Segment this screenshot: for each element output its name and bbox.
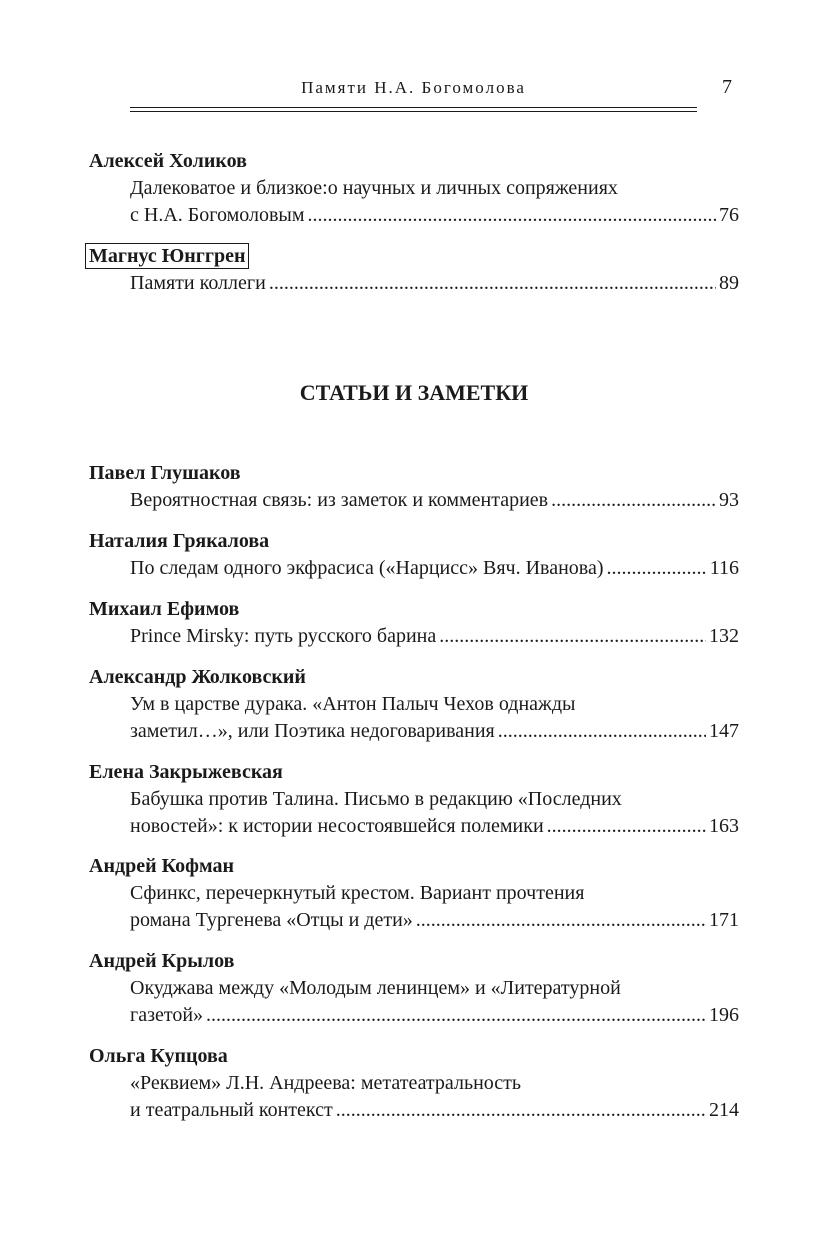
- toc-author: Андрей Кофман: [89, 855, 234, 877]
- toc-entry: [89, 759, 739, 840]
- toc-title-text: новостей»: к истории несостоявшейся полемики: [130, 815, 544, 837]
- running-title: Памяти Н.А. Богомолова: [301, 78, 526, 97]
- toc-title-text: с Н.А. Богомоловым: [130, 204, 305, 226]
- toc-title-line: Сфинкс, перечеркнутый крестом. Вариант прочтения: [130, 882, 585, 904]
- toc-title-text: газетой»: [130, 1004, 204, 1026]
- page-number: 7: [722, 76, 732, 98]
- header-rule-bottom: [130, 111, 697, 112]
- toc-page-number: 132: [709, 625, 739, 647]
- toc-page-number: 171: [709, 909, 739, 931]
- header-rule-top: [130, 107, 697, 108]
- toc-title-line: Ум в царстве дурака. «Антон Палыч Чехов однажды: [130, 693, 576, 715]
- toc-title-last-line: [89, 907, 739, 934]
- section-title: СТАТЬИ И ЗАМЕТКИ: [299, 380, 529, 405]
- toc-title-last-line: [89, 270, 739, 297]
- toc-author: Наталия Грякалова: [89, 530, 270, 552]
- dot-leader: [498, 718, 706, 745]
- toc-title-line: «Реквием» Л.Н. Андреева: метатеатральность: [130, 1072, 522, 1094]
- toc-title-last-line: [89, 718, 739, 745]
- toc-title-last-line: [89, 623, 739, 650]
- toc-title-last-line: [89, 487, 739, 514]
- toc-page-number: 76: [719, 204, 739, 226]
- toc-page-number: 147: [709, 720, 739, 742]
- toc-page-number: 214: [709, 1099, 739, 1121]
- toc-title-text: заметил…», или Поэтика недоговаривания: [130, 720, 495, 742]
- toc-title-text: романа Тургенева «Отцы и дети»: [130, 909, 413, 931]
- dot-leader: [269, 270, 716, 297]
- dot-leader: [607, 555, 707, 582]
- toc-entry: [89, 948, 739, 1029]
- toc-page-number: 163: [709, 815, 739, 837]
- toc-title-line: Далековатое и близкое:о научных и личных сопряжениях: [130, 177, 618, 199]
- toc-title-text: и театральный контекст: [130, 1099, 333, 1121]
- toc-title-text: Вероятностная связь: из заметок и комментариев: [130, 489, 549, 511]
- toc-author-highlighted: Магнус Юнггрен: [85, 243, 249, 269]
- toc-entry: [89, 148, 739, 229]
- toc-author: Михаил Ефимов: [89, 598, 240, 620]
- toc-title-line: Окуджава между «Молодым ленинцем» и «Литературной: [130, 977, 621, 999]
- toc-author: Алексей Холиков: [89, 150, 247, 172]
- dot-leader: [307, 202, 716, 229]
- dot-leader: [336, 1097, 706, 1124]
- toc-entry: [89, 1043, 739, 1124]
- toc-title-line: Бабушка против Талина. Письмо в редакцию «Последних: [130, 788, 622, 810]
- toc-entry: [89, 664, 739, 745]
- toc-title-last-line: [89, 555, 739, 582]
- dot-leader: [206, 1002, 706, 1029]
- toc-author: Елена Закрыжевская: [89, 761, 283, 783]
- toc-entry: [89, 853, 739, 934]
- dot-leader: [551, 487, 716, 514]
- dot-leader: [416, 907, 706, 934]
- toc-author: Павел Глушаков: [89, 462, 241, 484]
- toc-entry: [89, 460, 739, 514]
- toc-title-last-line: [89, 813, 739, 840]
- dot-leader: [547, 813, 706, 840]
- toc-page-number: 196: [709, 1004, 739, 1026]
- toc-entry: [89, 596, 739, 650]
- toc-title-text: Prince Mirsky: путь русского барина: [130, 625, 437, 647]
- toc-title-text: По следам одного экфрасиса («Нарцисс» Вяч. Иванова): [130, 557, 604, 579]
- toc-author: Ольга Купцова: [89, 1045, 228, 1067]
- toc-author: Александр Жолковский: [89, 666, 306, 688]
- toc-page-number: 93: [719, 489, 739, 511]
- dot-leader: [439, 623, 706, 650]
- toc-title-last-line: [89, 1097, 739, 1124]
- toc-page-number: 89: [719, 272, 739, 294]
- toc-title-last-line: [89, 202, 739, 229]
- toc-page-number: 116: [709, 557, 739, 579]
- toc-title-text: Памяти коллеги: [130, 272, 266, 294]
- toc-entry: [89, 528, 739, 582]
- toc-entry: [89, 243, 739, 297]
- toc-author: Андрей Крылов: [89, 950, 235, 972]
- toc-title-last-line: [89, 1002, 739, 1029]
